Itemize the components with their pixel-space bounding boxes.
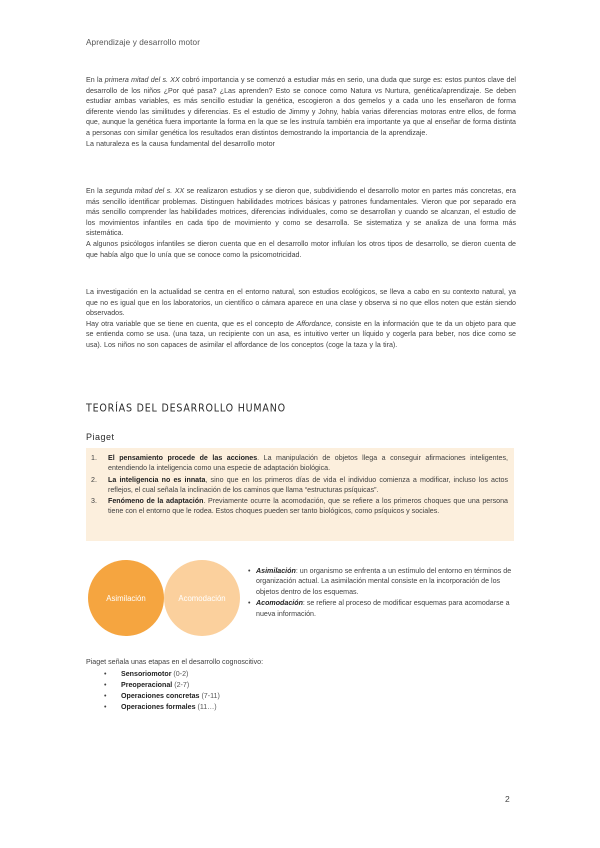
principle-item [88, 453, 508, 474]
stage-item [104, 680, 220, 691]
stages-intro: Piaget señala unas etapas en el desarrollo cognoscitivo: [86, 658, 264, 666]
running-header: Aprendizaje y desarrollo motor [86, 38, 201, 47]
bullet-icon: • [104, 681, 107, 689]
text-run: se realizaron estudios y se dieron que, subdividiendo el desarrollo motor en partes más concretas, era más sencillo identificar problemas. Distinguen habilidades motrices básicas y patrones fundamentales. Vieron que por separado era más sencillo comprender las habilidades motrices, diferencias individuales, como se desarrollan y cuando se alcanzan, el estudio de los movimientos infantiles en cada tipo de movimiento y como se desarrolla. Se sistematiza y se analiza de una forma más sistemática. [86, 187, 516, 238]
emphasis-text: Affordance [296, 319, 331, 328]
subsection-title: Piaget [86, 432, 115, 442]
item-number: 2. [91, 475, 97, 484]
text-run: En la [86, 187, 106, 195]
emphasis-text: primera mitad del s. XX [104, 76, 180, 84]
emphasis-text: segunda mitad del s. XX [105, 187, 185, 195]
text-run: Hay otra variable que se tiene en cuenta, que es el concepto de [86, 319, 297, 328]
stages-list [104, 669, 220, 713]
definition-item [248, 566, 516, 597]
text-run: , consiste en la información que te da un objeto para que se entienda como se usa. (una taza, un recipiente con un asa, es intuitivo verter un líquido y cogerla para beber, nos dice como se usa). Los niños no son capaces de asimilar el affordance de los conceptos (coge la taza y la tira). [86, 319, 516, 349]
principle-item [88, 496, 508, 517]
bullet-icon: • [104, 670, 107, 678]
stage-name: Operaciones concretas [121, 692, 200, 700]
stage-age: (2-7) [172, 681, 190, 689]
stage-name: Sensoriomotor [121, 670, 172, 678]
principle-item [88, 475, 508, 496]
section-title: TEORÍAS DEL DESARROLLO HUMANO [86, 402, 286, 415]
bullet-icon: • [248, 567, 251, 575]
bullet-icon: • [248, 599, 251, 608]
definition-item [248, 598, 516, 619]
principle-heading: La inteligencia no es innata [108, 475, 206, 484]
text-run: En la [86, 76, 105, 84]
definition-term: Asimilación [256, 567, 296, 575]
paragraph-text [86, 186, 516, 239]
principle-heading: El pensamiento procede de las acciones [108, 454, 258, 462]
principle-heading: Fenómeno de la adaptación [108, 497, 204, 506]
definition-text: : un organismo se enfrenta a un estímulo del entorno en términos de organización actual. La asimilación mental consiste en la incorporación de los objetos dentro de los esquemas. [256, 567, 512, 596]
paragraph-text: La naturaleza es la causa fundamental del desarrollo motor [86, 139, 275, 148]
stage-age: (0-2) [171, 670, 189, 678]
principle-text: . Previamente ocurre la acomodación, que se refiere a los primeros choques que una persona tiene con el entorno que le rodea. Estos choques pueden ser tanto biológicos, como psíquicos y sociales. [108, 497, 508, 516]
definitions-list [248, 566, 516, 620]
stage-item [104, 691, 220, 702]
item-number: 3. [91, 497, 97, 506]
text-run: cobró importancia y se comenzó a estudiar más en serio, una duda que surge es: estos puntos clave del desarrollo de los niños ¿Por qué pasa? ¿Las aprenden? Esto se conoce como Natura vs Nurtura, genética/aprendizaje. Se deben estudiar ambas variables, es más sencillo estudiar la genética, escogieron a dos gemelos y a cada uno les enseñaron de forma diferente viendo las similitudes y diferencias. Es el estudio de Jimmy y Johny, había varias diferencias motoras entre ellos, de forma que, aunque la genética fuera importante la forma en la que se les instruía también era importante ya que al enseñar de forma distinta a personas con similar genética los resultados eran distintos demostrando la importancia de la aprendizaje. [86, 76, 516, 137]
bullet-icon: • [104, 703, 107, 711]
paragraph-current-research [86, 287, 516, 351]
stage-name: Operaciones formales [121, 703, 196, 711]
paragraph-text [86, 75, 516, 139]
stage-item [104, 702, 220, 713]
page-number: 2 [505, 794, 510, 804]
item-number: 1. [91, 454, 97, 462]
paragraph-text: A algunos psicólogos infantiles se dieron cuenta que en el desarrollo motor influían los otros tipos de desarrollo, se dieron cuenta de que había algo que lo unía que se conoce como la psicomotricidad. [86, 239, 516, 259]
principles-list [88, 453, 508, 518]
paragraph-first-half-century [86, 75, 516, 149]
definition-term: Acomodación [256, 599, 303, 608]
definition-text: : se refiere al proceso de modificar esquemas para acomodarse a nueva información. [256, 599, 510, 618]
paragraph-second-half-century [86, 186, 516, 260]
assimilation-circle: Asimilación [88, 560, 164, 636]
stage-age: (11…) [195, 703, 217, 711]
paragraph-text [86, 319, 516, 351]
stage-age: (7-11) [199, 692, 220, 700]
accommodation-circle: Acomodación [164, 560, 240, 636]
stage-item [104, 669, 220, 680]
principle-text: . La manipulación de objetos llega a conseguir afirmaciones inteligentes, entendiendo la inteligencia como una especie de adaptación biológica. [108, 454, 508, 473]
principle-text: , sino que en los primeros días de vida el individuo comienza a modificar, incluso los actos reflejos, el cual señala la inclinación de los caminos que llama “estructuras psíquicas”. [108, 475, 508, 494]
stage-name: Preoperacional [121, 681, 173, 689]
bullet-icon: • [104, 692, 107, 700]
paragraph-text: La investigación en la actualidad se centra en el entorno natural, son estudios ecológicos, se lleva a cabo en su contexto natural, ya que no es igual que en los laboratorios, un científico o cámara aparece en una clase y observa si no que ellos noten que están siendo observados. [86, 288, 516, 318]
